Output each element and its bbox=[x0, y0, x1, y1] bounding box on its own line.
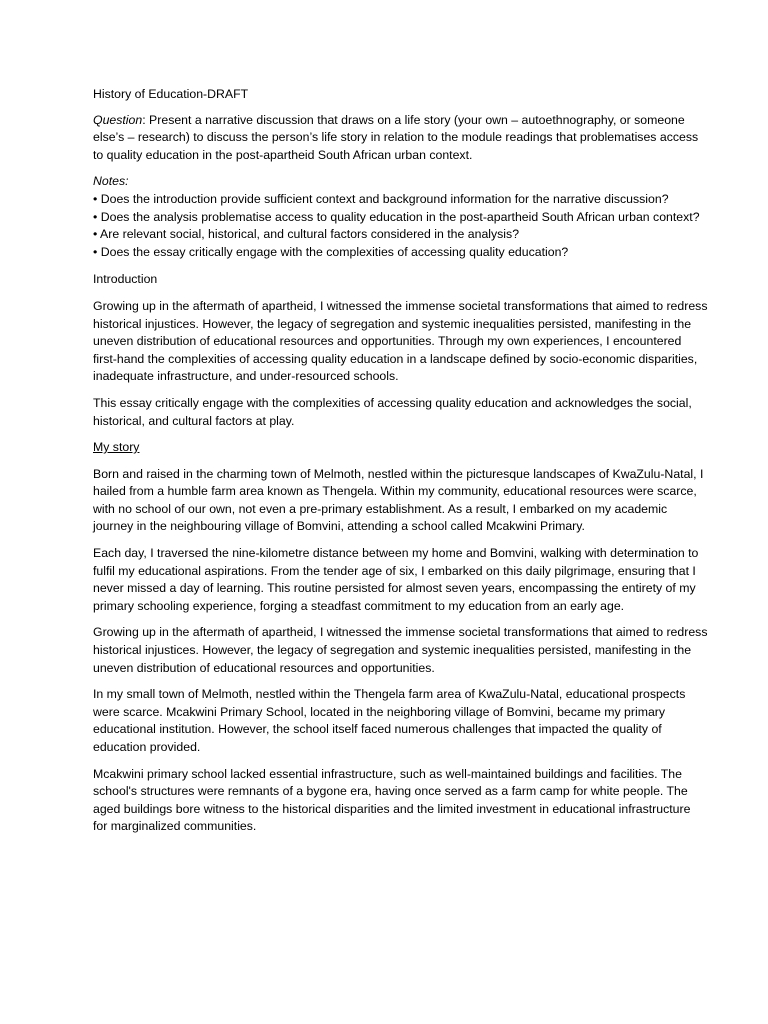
my-story-paragraph: In my small town of Melmoth, nestled within the Thengela farm area of KwaZulu-Natal, educational prospects were scarce. Mcakwini Primary School, located in the neighboring village of Bomvini, became my primary educational institution. However, the school itself faced numerous challenges that impacted the quality of education provided. bbox=[93, 687, 686, 754]
document-title: History of Education-DRAFT bbox=[93, 87, 249, 101]
my-story-paragraph: Mcakwini primary school lacked essential infrastructure, such as well-maintained buildings and facilities. The school's structures were remnants of a bygone era, having once served as a farm camp for white people. The aged buildings bore witness to the historical disparities and the limited investment in educational infrastructure for marginalized communities. bbox=[93, 766, 691, 834]
introduction-paragraph: Growing up in the aftermath of apartheid, I witnessed the immense societal transformations that aimed to redress historical injustices. However, the legacy of segregation and systemic inequalities persisted, manifesting in the uneven distribution of educational resources and opportunities. Through my own experiences, I encountered first-hand the complexities of accessing quality education in a landscape defined by socio-economic disparities, inadequate infrastructure, and under-resourced schools. bbox=[93, 298, 708, 384]
note-item: • Does the analysis problematise access to quality education in the post-apartheid South African urban context? bbox=[93, 209, 700, 224]
note-item: • Are relevant social, historical, and cultural factors considered in the analysis? bbox=[93, 227, 520, 242]
question-text: : Present a narrative discussion that draws on a life story (your own – autoethnography, or someone else’s – research) to discuss the person’s life story in relation to the module readings that problematises access to quality education in the post-apartheid South African urban context. bbox=[93, 112, 699, 162]
note-item: • Does the essay critically engage with the complexities of accessing quality education? bbox=[93, 244, 569, 259]
my-story-paragraph: Born and raised in the charming town of Melmoth, nestled within the picturesque landscapes of KwaZulu-Natal, I hailed from a humble farm area known as Thengela. Within my community, educational resources were scarce, with no school of our own, not even a pre-primary establishment. As a result, I embarked on my academic journey in the neighbouring village of Bomvini, attending a school called Mcakwini Primary. bbox=[93, 466, 704, 534]
my-story-paragraph: Each day, I traversed the nine-kilometre distance between my home and Bomvini, walking with determination to fulfil my educational aspirations. From the tender age of six, I embarked on this daily pilgrimage, ensuring that I never missed a day of learning. This routine persisted for almost seven years, encompassing the entirety of my primary schooling experience, forging a steadfast commitment to my education from an early age. bbox=[93, 546, 699, 613]
question-label: Question bbox=[93, 112, 143, 127]
notes-label-colon: : bbox=[125, 174, 129, 189]
note-item: • Does the introduction provide sufficient context and background information for the narrative discussion? bbox=[93, 191, 669, 206]
introduction-paragraph: This essay critically engage with the complexities of accessing quality education and acknowledges the social, historical, and cultural factors at play. bbox=[93, 395, 692, 428]
introduction-heading: Introduction bbox=[93, 272, 158, 287]
my-story-heading: My story bbox=[93, 440, 140, 455]
my-story-paragraph: Growing up in the aftermath of apartheid, I witnessed the immense societal transformations that aimed to redress historical injustices. However, the legacy of segregation and systemic inequalities persisted, manifesting in the uneven distribution of educational resources and opportunities. bbox=[93, 625, 708, 675]
notes-block bbox=[93, 173, 708, 261]
notes-label-text: Notes bbox=[93, 174, 126, 189]
question-paragraph bbox=[93, 112, 708, 165]
notes-label bbox=[93, 173, 708, 191]
